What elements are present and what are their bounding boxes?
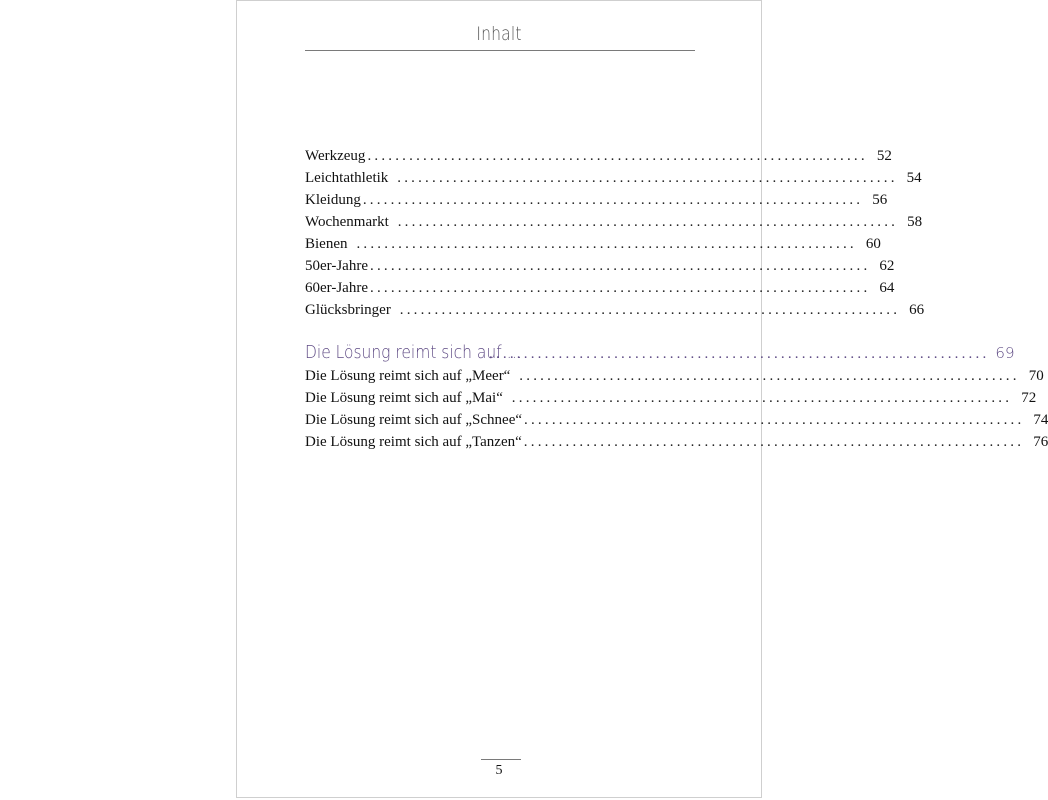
toc-entry-kleidung xyxy=(305,192,888,214)
toc-entry-50er-jahre xyxy=(305,258,895,280)
toc-entry-bienen xyxy=(305,236,881,258)
toc-entry-title: Die Lösung reimt sich auf „Tanzen“ xyxy=(305,434,522,450)
toc-entry-mai xyxy=(305,390,1037,412)
dot-leader: ........................................................................ xyxy=(489,346,990,362)
toc-entry-60er-jahre xyxy=(305,280,895,302)
toc-entry-page: 64 xyxy=(879,280,895,296)
section-heading-title: Die Lösung reimt sich auf … xyxy=(305,342,523,363)
book-page xyxy=(236,0,1048,798)
table-of-contents xyxy=(305,148,1048,456)
toc-entry-tanzen xyxy=(305,434,1048,456)
dot-leader: ........................................................................ xyxy=(362,192,864,208)
toc-section-heading xyxy=(305,342,1015,368)
toc-entry-page: 56 xyxy=(872,192,888,208)
toc-entry-title: Die Lösung reimt sich auf „Meer“ xyxy=(305,368,511,384)
dot-leader: ........................................................................ xyxy=(370,258,871,274)
toc-entry-leichtathletik xyxy=(305,170,922,192)
toc-entry-title: Glücksbringer xyxy=(305,302,391,318)
toc-entry-title: Kleidung xyxy=(305,192,361,208)
dot-leader: ........................................................................ xyxy=(390,214,899,230)
toc-entry-page: 60 xyxy=(865,236,881,252)
toc-entry-page: 54 xyxy=(906,170,922,186)
toc-entry-page: 70 xyxy=(1028,368,1044,384)
toc-entry-page: 74 xyxy=(1033,412,1048,428)
toc-entry-title: 50er-Jahre xyxy=(305,258,368,274)
header-rule xyxy=(305,50,695,51)
toc-list xyxy=(305,148,925,324)
toc-entry-schnee xyxy=(305,412,1048,434)
dot-leader: ........................................................................ xyxy=(504,390,1013,406)
toc-entry-title: Die Lösung reimt sich auf „Mai“ xyxy=(305,390,503,406)
toc-entry-title: Die Lösung reimt sich auf „Schnee“ xyxy=(305,412,523,428)
toc-entry-title: Werkzeug xyxy=(305,148,366,164)
toc-entry-title: 60er-Jahre xyxy=(305,280,368,296)
toc-entry-page: 52 xyxy=(876,148,892,164)
dot-leader: ........................................................................ xyxy=(390,170,898,186)
dot-leader: ........................................................................ xyxy=(392,302,901,318)
dot-leader: ........................................................................ xyxy=(367,148,868,164)
toc-entry-page: 66 xyxy=(909,302,925,318)
dot-leader: ........................................................................ xyxy=(524,412,1025,428)
dot-leader: ........................................................................ xyxy=(370,280,871,296)
toc-entry-page: 72 xyxy=(1021,390,1037,406)
dot-leader: ........................................................................ xyxy=(523,434,1025,450)
toc-entry-meer xyxy=(305,368,1044,390)
section-heading-page: 69 xyxy=(995,344,1015,362)
toc-entry-page: 58 xyxy=(907,214,923,230)
dot-leader: ........................................................................ xyxy=(349,236,857,252)
toc-entry-title: Wochenmarkt xyxy=(305,214,389,230)
toc-entry-title: Leichtathletik xyxy=(305,170,389,186)
footer-rule xyxy=(481,759,521,760)
toc-entry-werkzeug xyxy=(305,148,892,170)
toc-entry-page: 76 xyxy=(1033,434,1048,450)
page-number: 5 xyxy=(495,763,503,778)
toc-entry-gluecksbringer xyxy=(305,302,925,324)
toc-entry-title: Bienen xyxy=(305,236,348,252)
dot-leader: ........................................................................ xyxy=(512,368,1020,384)
toc-section-list xyxy=(305,368,1048,456)
toc-entry-wochenmarkt xyxy=(305,214,923,236)
page-header-title: Inhalt xyxy=(476,23,522,45)
toc-entry-page: 62 xyxy=(879,258,895,274)
